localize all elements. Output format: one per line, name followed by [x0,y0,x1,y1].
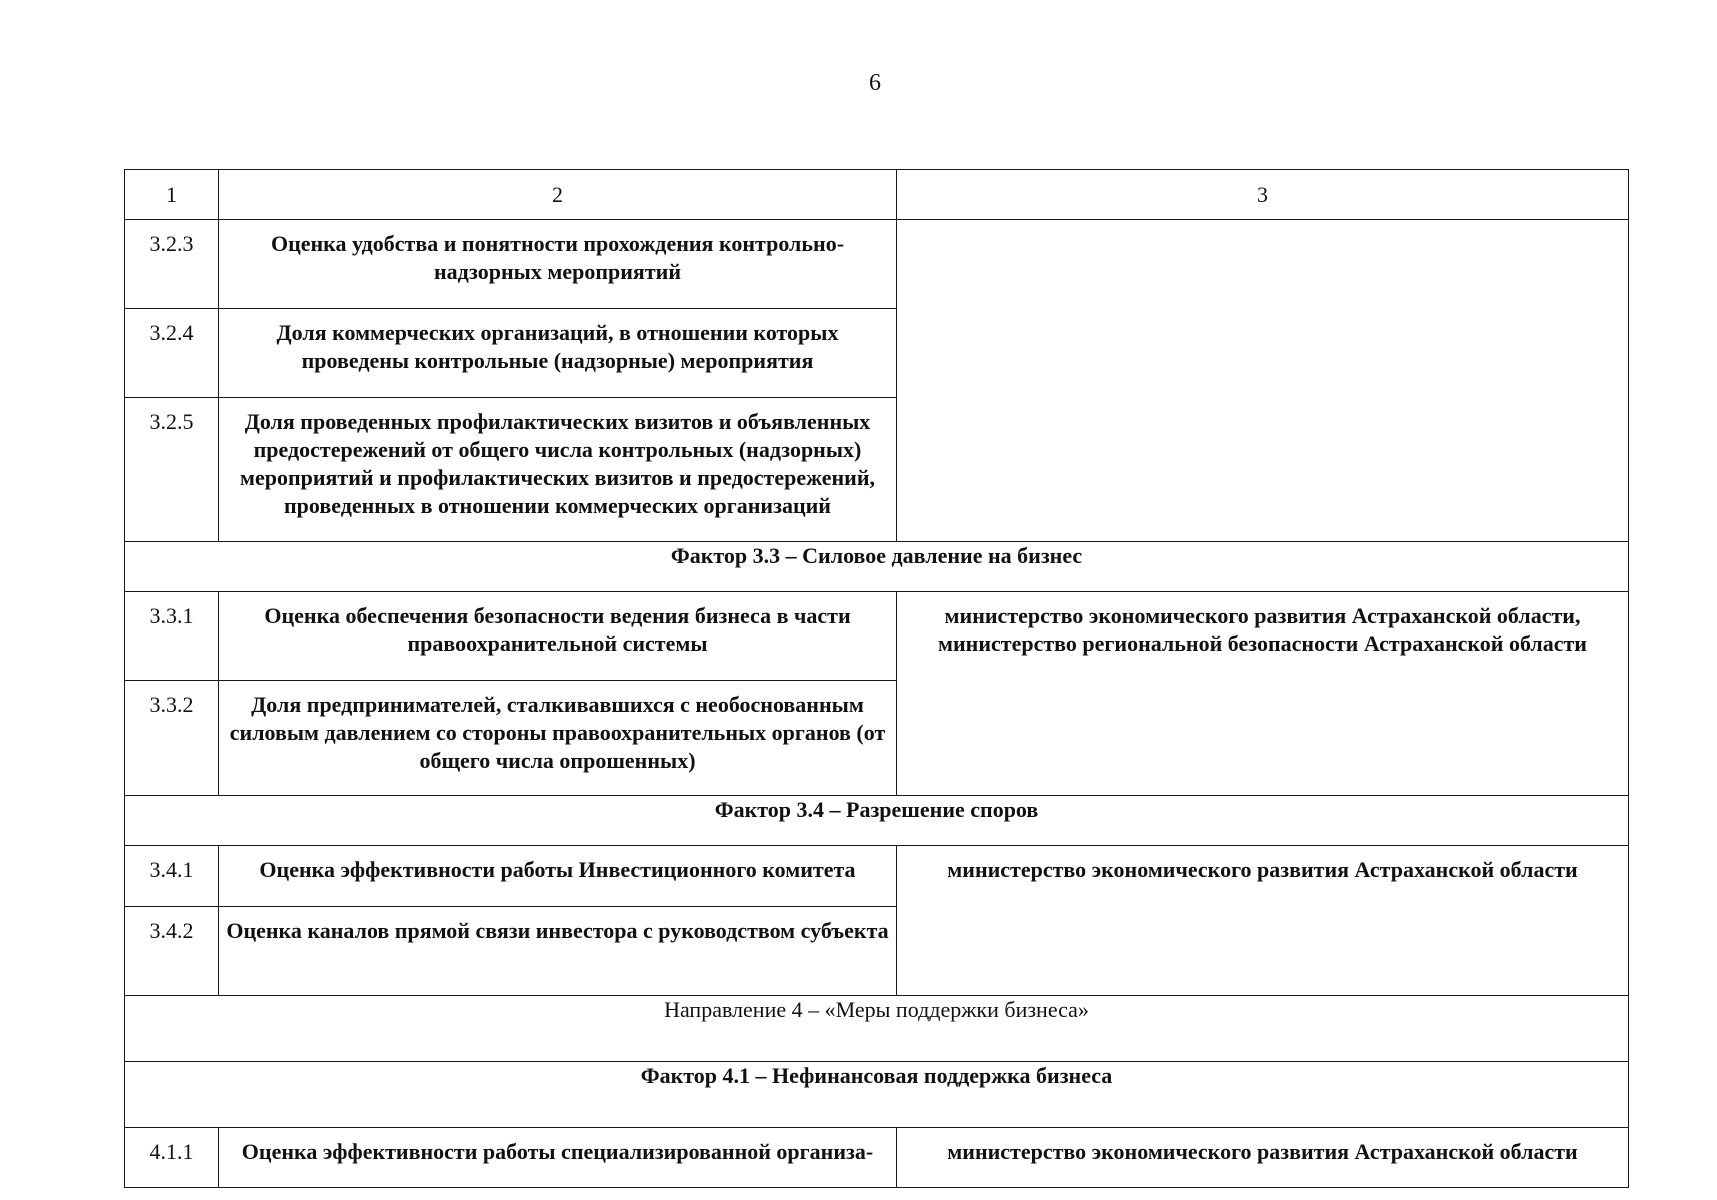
table-row [125,846,1629,907]
table-row [125,1128,1629,1188]
indicator-number: 3.4.2 [125,907,219,996]
indicator-text: Оценка эффективности работы Инвестиционного комитета [219,846,897,907]
indicator-text: Оценка удобства и понятности прохождения контрольно-надзорных мероприятий [219,220,897,309]
indicator-number: 3.4.1 [125,846,219,907]
factor-heading: Фактор 3.3 – Силовое давление на бизнес [125,542,1629,592]
table-row [125,220,1629,309]
indicator-text: Доля коммерческих организаций, в отношении которых проведены контрольные (надзорные) мероприятия [219,309,897,398]
indicator-text: Оценка обеспечения безопасности ведения бизнеса в части правоохранительной системы [219,592,897,681]
indicator-number: 3.2.3 [125,220,219,309]
direction-row [125,996,1629,1062]
responsible-cell-empty [897,220,1629,542]
indicator-number: 3.3.2 [125,681,219,796]
factor-heading: Фактор 3.4 – Разрешение споров [125,796,1629,846]
responsible-authority: министерство экономического развития Астраханской области [897,1128,1629,1188]
indicator-text: Доля предпринимателей, сталкивавшихся с необоснованным силовым давлением со стороны правоохранительных органов (от общего числа опрошенных) [219,681,897,796]
indicator-text: Оценка эффективности работы специализированной организа- [219,1128,897,1188]
responsible-authority: министерство экономического развития Астраханской области, министерство региональной безопасности Астраханской области [897,592,1629,796]
factor-heading: Фактор 4.1 – Нефинансовая поддержка бизнеса [125,1062,1629,1128]
indicators-table [124,169,1629,1188]
column-header: 1 [125,170,219,220]
column-header: 3 [897,170,1629,220]
indicator-number: 3.2.5 [125,398,219,542]
indicator-number: 4.1.1 [125,1128,219,1188]
indicator-number: 3.2.4 [125,309,219,398]
table-row [125,592,1629,681]
factor-row [125,1062,1629,1128]
responsible-authority: министерство экономического развития Астраханской области [897,846,1629,996]
indicator-text: Доля проведенных профилактических визитов и объявленных предостережений от общего числа контрольных (надзорных) мероприятий и профилактических визитов и предостережений, проведенных в отношении коммерческих организаций [219,398,897,542]
indicator-text: Оценка каналов прямой связи инвестора с руководством субъекта [219,907,897,996]
page-number: 6 [869,70,881,96]
factor-row [125,542,1629,592]
table-header-row [125,170,1629,220]
direction-heading: Направление 4 – «Меры поддержки бизнеса» [125,996,1629,1062]
column-header: 2 [219,170,897,220]
indicator-number: 3.3.1 [125,592,219,681]
factor-row [125,796,1629,846]
